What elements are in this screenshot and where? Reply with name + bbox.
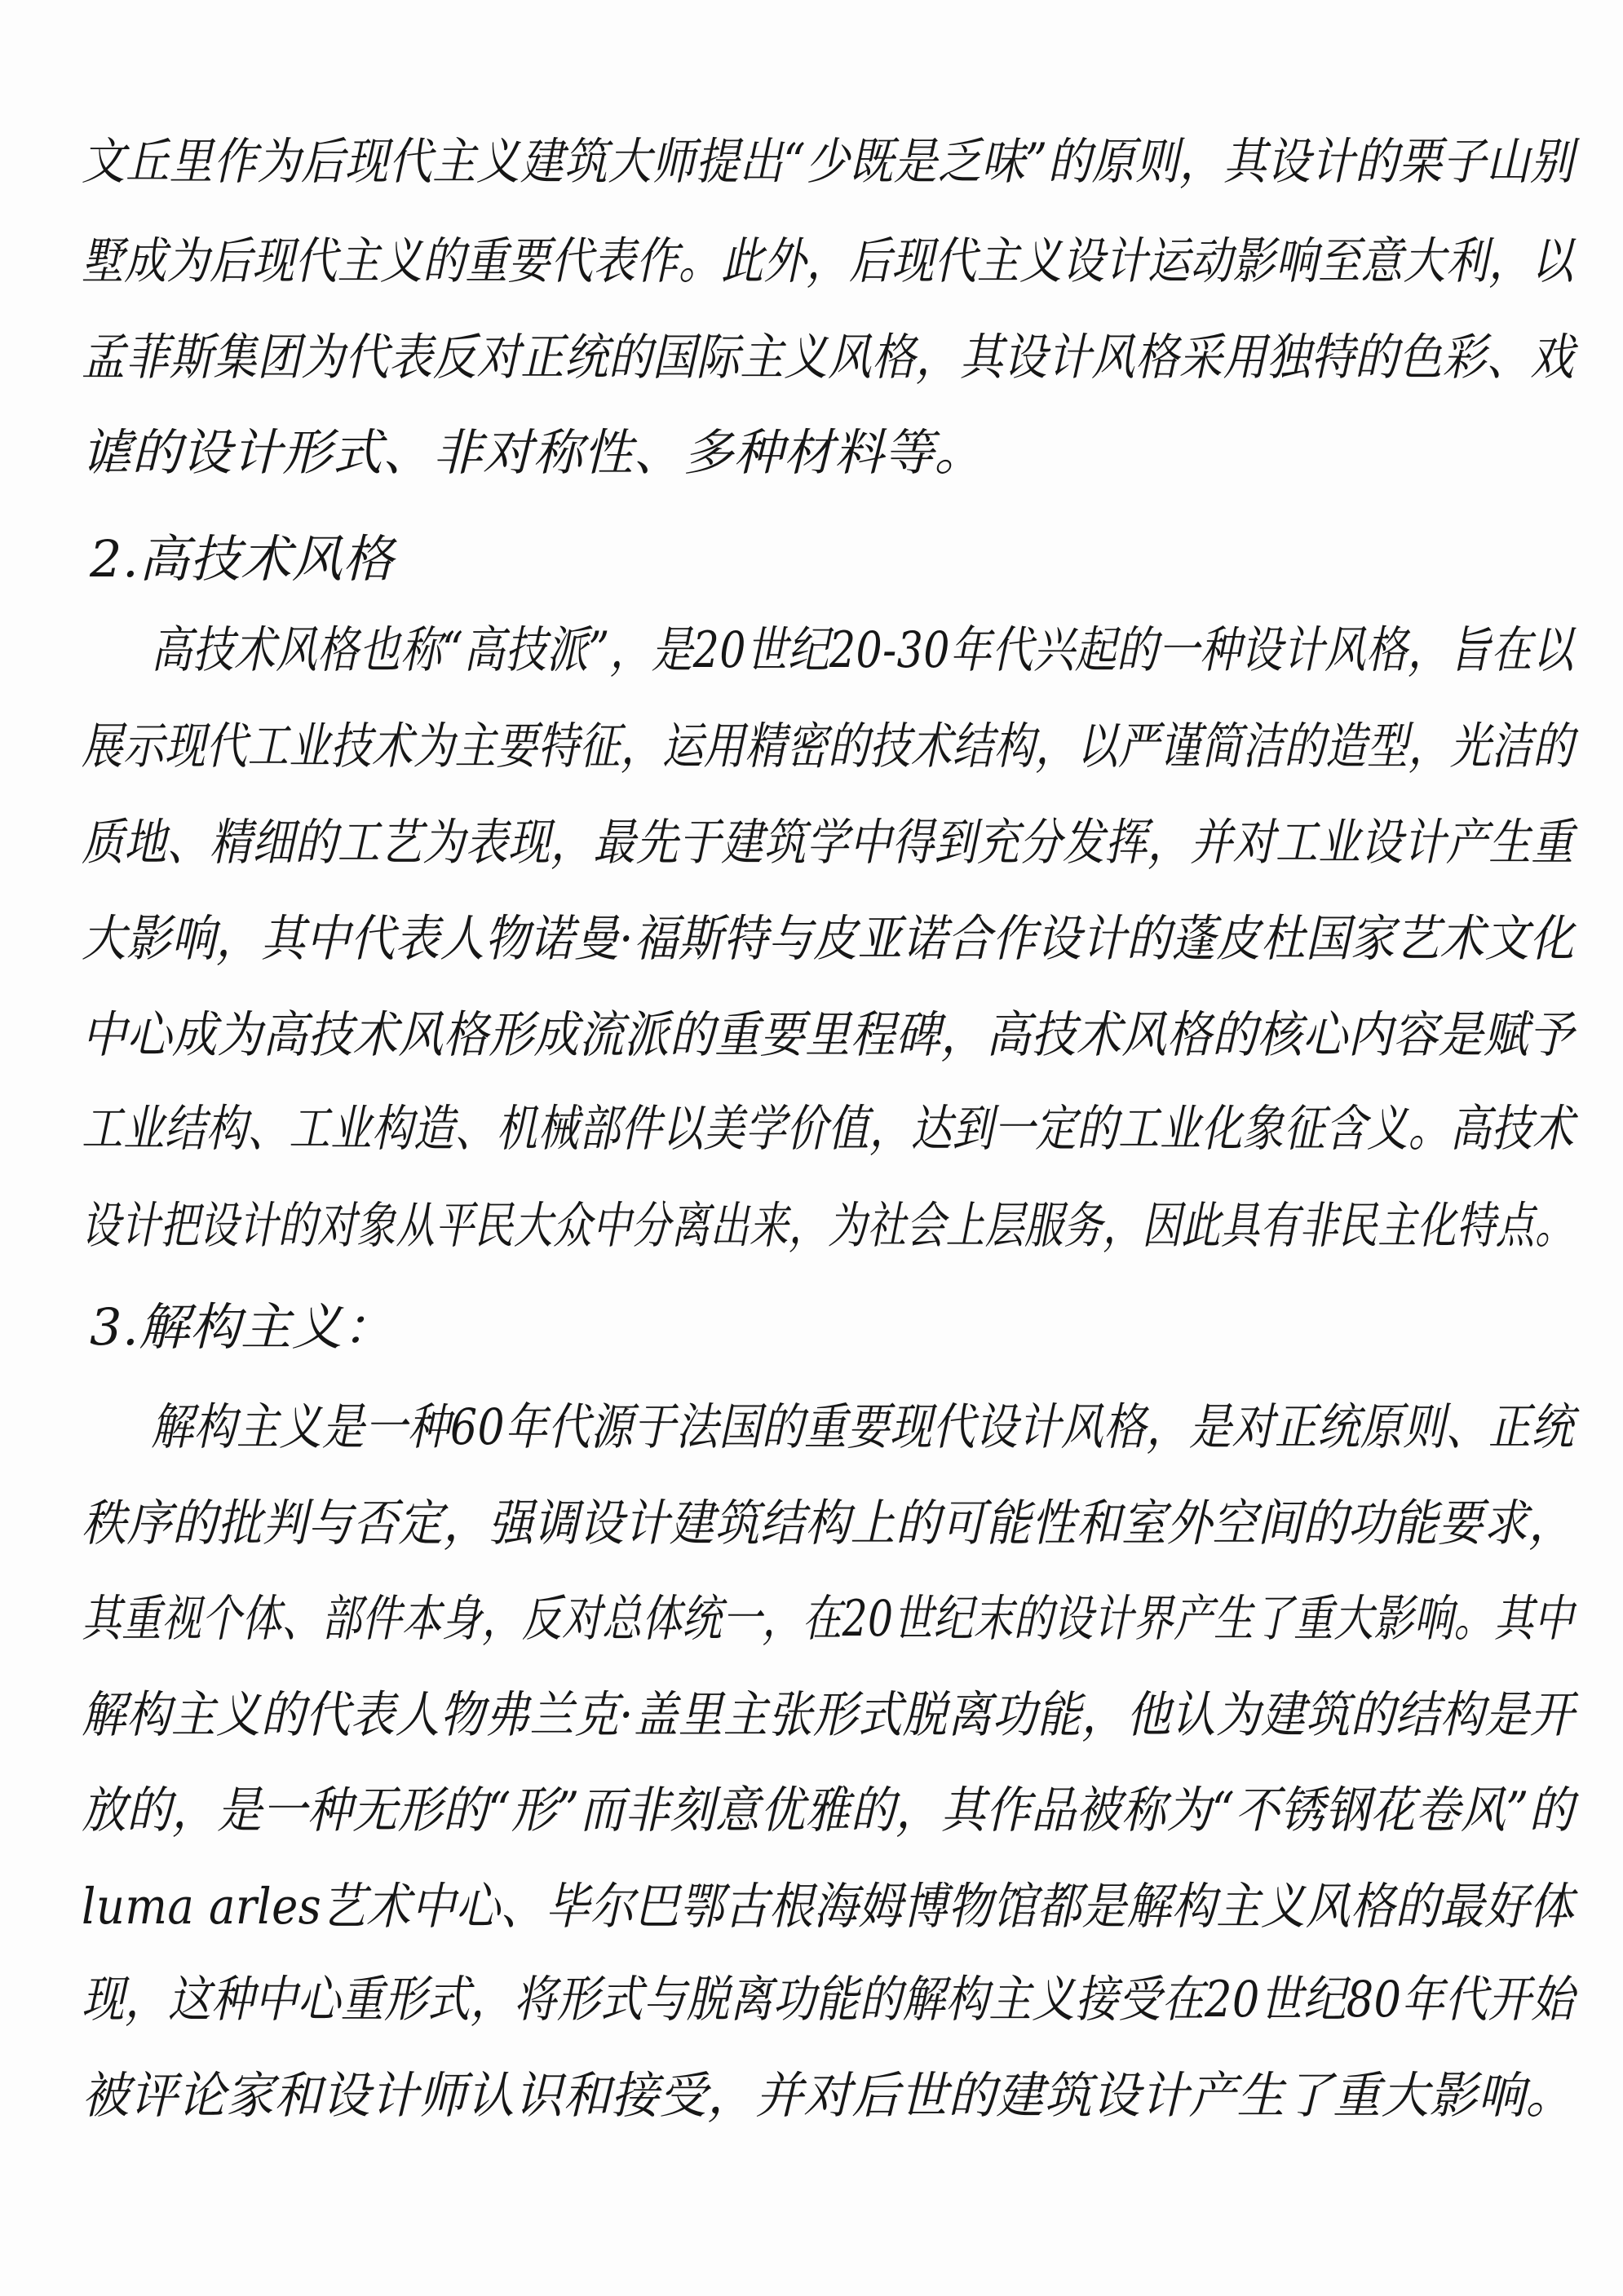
text-line: 其重视个体、部件本身，反对总体统一，在20世纪末的设计界产生了重大影响。其中 — [82, 1590, 1574, 1648]
text-line: 孟菲斯集团为代表反对正统的国际主义风格，其设计风格采用独特的色彩、戏 — [82, 329, 1575, 386]
text-line: 谑的设计形式、非对称性、多种材料等。 — [82, 424, 985, 482]
text-line: 解构主义的代表人物弗兰克·盖里主张形式脱离功能，他认为建筑的结构是开 — [82, 1686, 1575, 1744]
text-line: 被评论家和设计师认识和接受，并对后世的建筑设计产生了重大影响。 — [82, 2067, 1574, 2125]
text-line: 墅成为后现代主义的重要代表作。此外，后现代主义设计运动影响至意大利，以 — [82, 232, 1574, 290]
text-line: 放的，是一种无形的“形”而非刻意优雅的，其作品被称为“不锈钢花卷风”的 — [82, 1782, 1575, 1839]
section-heading: 3.解构主义： — [90, 1297, 394, 1357]
section-heading: 2.高技术风格 — [90, 529, 394, 589]
text-line: luma arles艺术中心、毕尔巴鄂古根海姆博物馆都是解构主义风格的最好体 — [82, 1878, 1574, 1936]
text-line: 展示现代工业技术为主要特征，运用精密的技术结构，以严谨简洁的造型，光洁的 — [82, 718, 1575, 775]
text-line: 中心成为高技术风格形成流派的重要里程碑，高技术风格的核心内容是赋予 — [82, 1006, 1574, 1064]
text-line: 大影响，其中代表人物诺曼·福斯特与皮亚诺合作设计的蓬皮杜国家艺术文化 — [82, 910, 1575, 968]
text-line: 文丘里作为后现代主义建筑大师提出“少既是乏味”的原则，其设计的栗子山别 — [82, 133, 1574, 191]
text-line: 质地、精细的工艺为表现，最先于建筑学中得到充分发挥，并对工业设计产生重 — [82, 814, 1574, 872]
text-line: 解构主义是一种60年代源于法国的重要现代设计风格，是对正统原则、正统 — [151, 1398, 1574, 1456]
text-line: 现，这种中心重形式，将形式与脱离功能的解构主义接受在20世纪80年代开始 — [82, 1971, 1575, 2029]
text-line: 高技术风格也称“高技派”，是20世纪20-30年代兴起的一种设计风格，旨在以 — [151, 621, 1574, 679]
text-line: 工业结构、工业构造、机械部件以美学价值，达到一定的工业化象征含义。高技术 — [82, 1100, 1575, 1158]
text-line: 设计把设计的对象从平民大众中分离出来，为社会上层服务，因此具有非民主化特点。 — [82, 1197, 1575, 1255]
text-line: 秩序的批判与否定，强调设计建筑结构上的可能性和室外空间的功能要求， — [82, 1495, 1574, 1552]
